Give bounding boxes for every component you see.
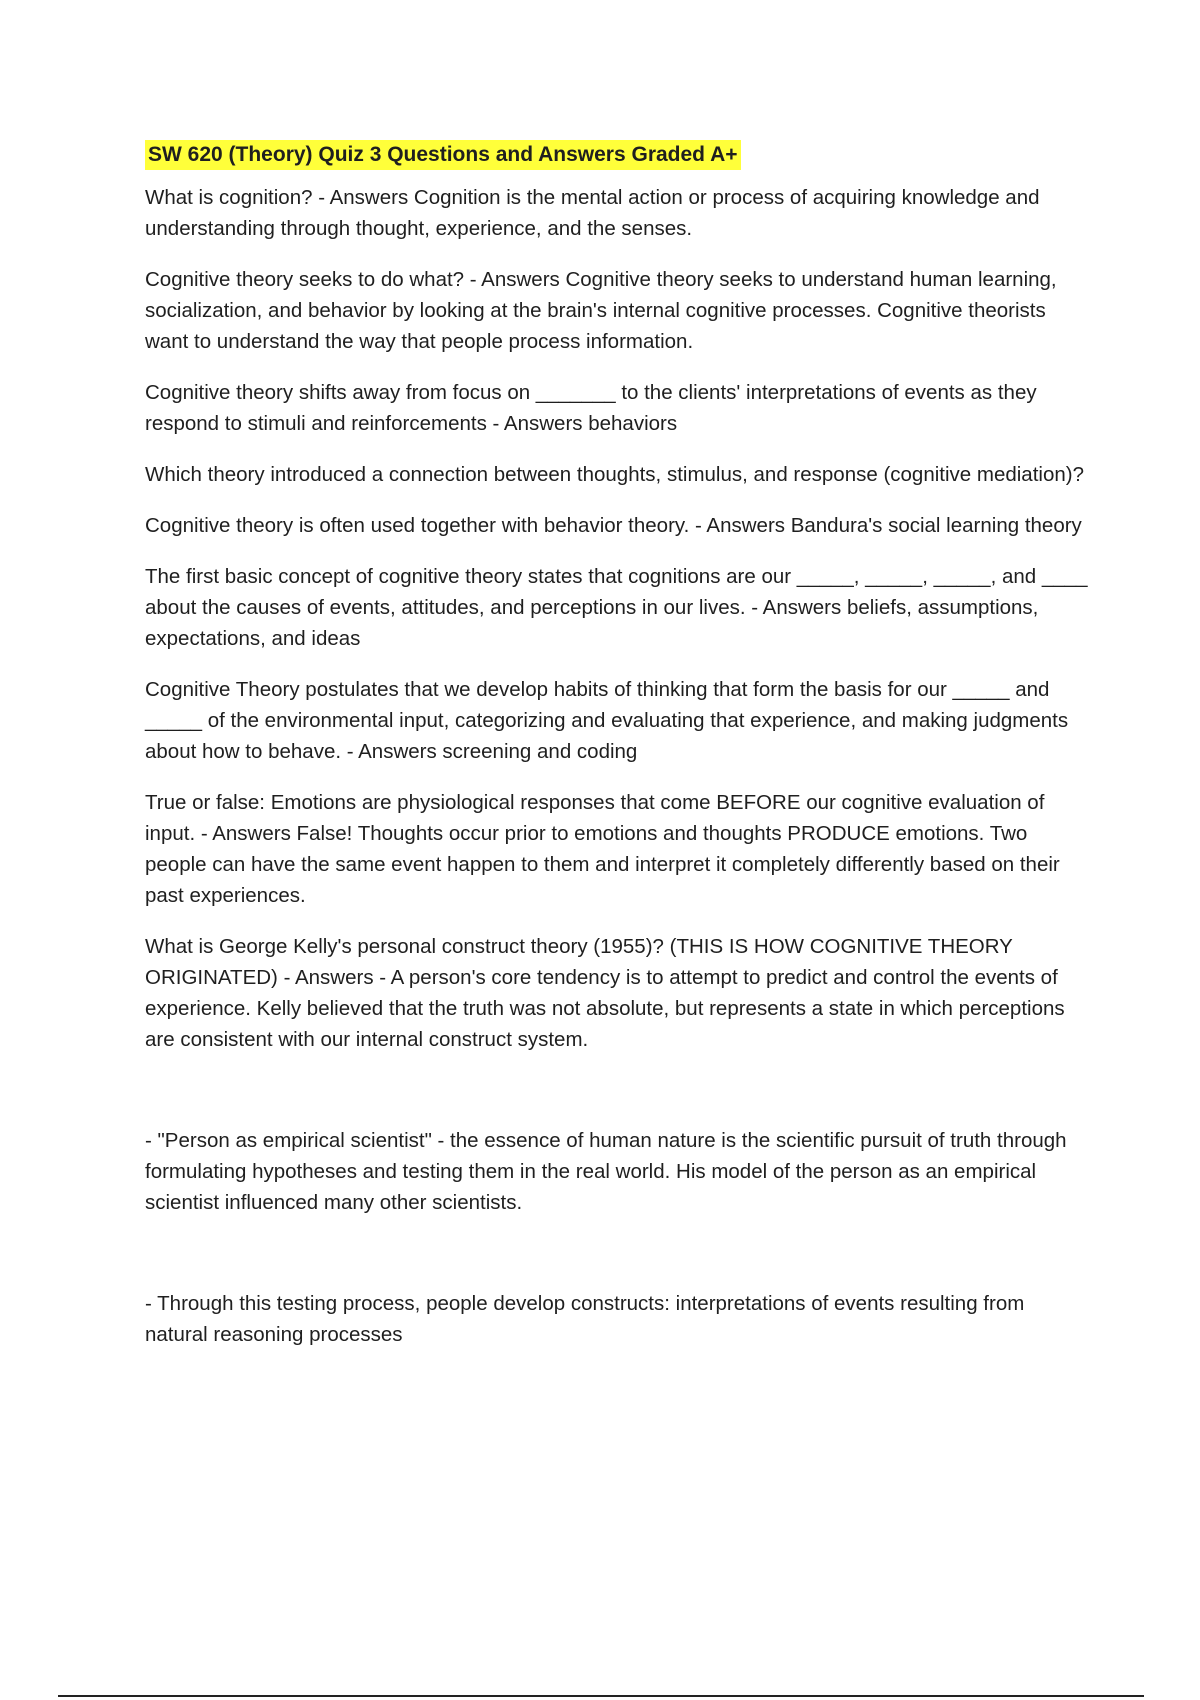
document-body xyxy=(145,140,1090,1370)
qa-paragraph-constructs: - Through this testing process, people develop constructs: interpretations of events resulting from natural reasoning processes xyxy=(145,1292,1025,1346)
footer-divider xyxy=(58,1695,1144,1697)
qa-paragraph-cognitive-mediation-question: Which theory introduced a connection between thoughts, stimulus, and response (cognitive mediation)? xyxy=(145,463,1084,486)
qa-paragraph-focus-shift: Cognitive theory shifts away from focus on _______ to the clients' interpretations of events as they respond to stimuli and reinforcements - Answers behaviors xyxy=(145,381,1037,435)
document-title: SW 620 (Theory) Quiz 3 Questions and Answers Graded A+ xyxy=(145,140,741,170)
qa-paragraph-empirical-scientist: - "Person as empirical scientist" - the essence of human nature is the scientific pursuit of truth through formulating hypotheses and testing them in the real world. His model of the person as an empirical scientist influenced many other scientists. xyxy=(145,1129,1067,1214)
qa-paragraph-cognition: What is cognition? - Answers Cognition is the mental action or process of acquiring knowledge and understanding through thought, experience, and the senses. xyxy=(145,186,1040,240)
qa-paragraph-basic-concept: The first basic concept of cognitive theory states that cognitions are our _____, _____, _____, and ____ about the causes of events, attitudes, and perceptions in our lives. - Answers beliefs, assumptions, expectations, and ideas xyxy=(145,565,1088,650)
qa-paragraph-kelly-construct-theory: What is George Kelly's personal construct theory (1955)? (THIS IS HOW COGNITIVE THEORY ORIGINATED) - Answers - A person's core tendency is to attempt to predict and control the events of experience. Kelly believed that the truth was not absolute, but represents a state in which perceptions are consistent with our internal construct system. xyxy=(145,935,1065,1051)
qa-paragraph-emotions-true-false: True or false: Emotions are physiological responses that come BEFORE our cognitive evaluation of input. - Answers False! Thoughts occur prior to emotions and thoughts PRODUCE emotions. Two people can have the same event happen to them and interpret it completely differently based on their past experiences. xyxy=(145,791,1060,907)
qa-paragraph-bandura: Cognitive theory is often used together with behavior theory. - Answers Bandura's social learning theory xyxy=(145,514,1082,537)
qa-paragraph-cognitive-theory-purpose: Cognitive theory seeks to do what? - Answers Cognitive theory seeks to understand human learning, socialization, and behavior by looking at the brain's internal cognitive processes. Cognitive theorists want to understand the way that people process information. xyxy=(145,268,1057,353)
qa-paragraph-habits-of-thinking: Cognitive Theory postulates that we develop habits of thinking that form the basis for our _____ and _____ of the environmental input, categorizing and evaluating that experience, and making judgments about how to behave. - Answers screening and coding xyxy=(145,678,1069,763)
